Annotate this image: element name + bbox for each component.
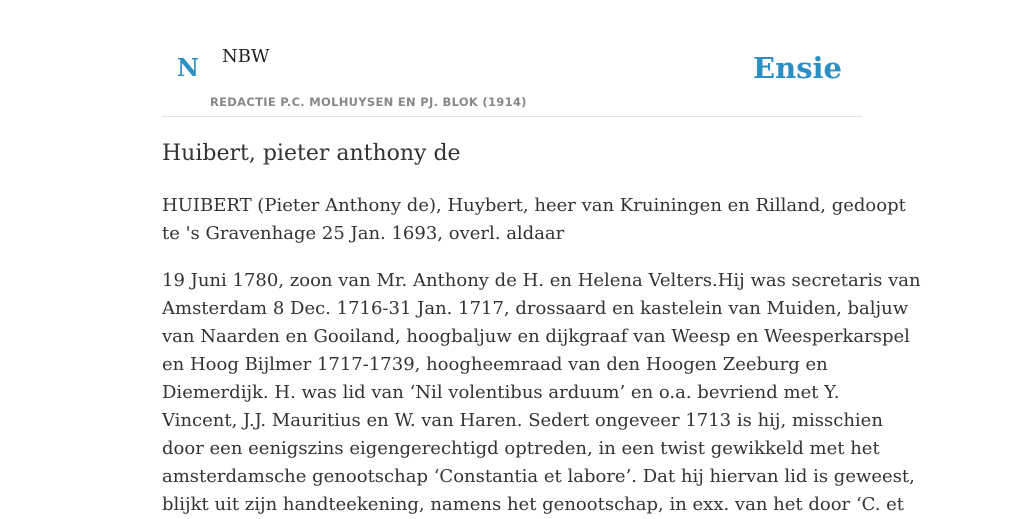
ensie-logo-link[interactable]: Ensie	[753, 51, 842, 85]
text-line: Vincent, J.J. Mauritius en W. van Haren. Sedert ongeveer 1713 is hij, misschien	[162, 410, 883, 431]
source-subtitle: REDACTIE P.C. MOLHUYSEN EN PJ. BLOK (1914)	[210, 95, 527, 109]
source-title[interactable]: NBW	[222, 46, 270, 67]
text-line: amsterdamsche genootschap ‘Constantia et labore’. Dat hij hiervan lid is geweest,	[162, 466, 915, 487]
entry-title: Huibert, pieter anthony de	[162, 141, 461, 166]
site-header	[162, 0, 862, 117]
page	[162, 0, 921, 515]
text-line: Amsterdam 8 Dec. 1716-31 Jan. 1717, drossaard en kastelein van Muiden, baljuw	[162, 298, 909, 319]
text-line: van Naarden en Gooiland, hoogbaljuw en dijkgraaf van Weesp en Weesperkarspel	[162, 326, 910, 347]
text-line: Diemerdijk. H. was lid van ‘Nil volentibus arduum’ en o.a. bevriend met Y.	[162, 382, 840, 403]
text-line: door een eenigszins eigengerechtigd optreden, in een twist gewikkeld met het	[162, 438, 880, 459]
text-line: te 's Gravenhage 25 Jan. 1693, overl. aldaar	[162, 223, 565, 244]
text-line: blijkt uit zijn handteekening, namens het genootschap, in exx. van het door ‘C. et	[162, 494, 905, 515]
text-line: en Hoog Bijlmer 1717-1739, hoogheemraad van den Hoogen Zeeburg en	[162, 354, 828, 375]
text-line: HUIBERT (Pieter Anthony de), Huybert, heer van Kruiningen en Rilland, gedoopt	[162, 195, 906, 216]
entry-paragraph-1	[162, 192, 906, 248]
source-logo[interactable]: N	[177, 53, 199, 82]
entry-paragraph-2	[162, 267, 921, 519]
text-line: 19 Juni 1780, zoon van Mr. Anthony de H. en Helena Velters.Hij was secretaris van	[162, 270, 921, 291]
